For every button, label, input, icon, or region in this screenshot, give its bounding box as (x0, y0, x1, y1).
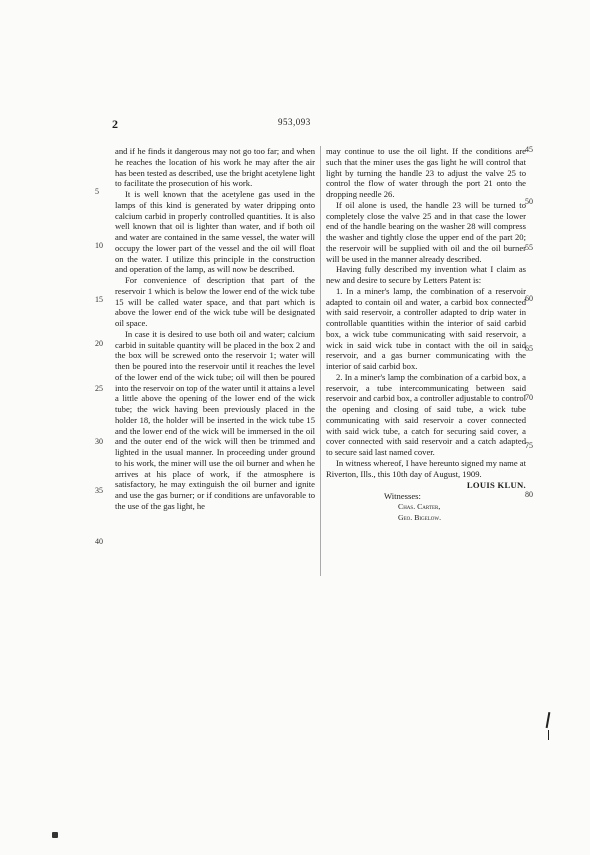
paragraph: In case it is desired to use both oil and water; calcium carbid in suitable quantity will be placed in the box 2 and the box will be screwed onto the reservoir 1; water will then be poured into the reservoir until it reaches the level of the lower end of the wick tube; oil will then be poured into the reservoir on top of the water until it attains a level a little above the opening of the lower end of the wick tube; the wick having been previously placed in the holder 18, the holder will be inserted in the wick tube 15 and the lower end of the wick will be immersed in the oil and the outer end of the wick will then be trimmed and lighted in the usual manner. In proceeding under ground to his work, the miner will use the oil burner and when he arrives at his place of work, if the atmosphere is satisfactory, he may extinguish the oil burner and ignite and use the gas burner; or if conditions are unfavorable to the use of the gas light, he (115, 328, 315, 511)
paragraph: Having fully described my invention what I claim as new and desire to secure by Letters Patent is: (326, 264, 526, 285)
line-number: 65 (525, 344, 533, 353)
paragraph: For convenience of description that part of the reservoir 1 which is below the lower end of the wick tube 15 will be called water space, and that part which is above the lower end of the wick tube will be designated oil space. (115, 275, 315, 328)
line-number: 75 (525, 441, 533, 450)
line-number: 45 (525, 145, 533, 154)
line-number: 55 (525, 243, 533, 252)
left-column (115, 146, 315, 512)
scan-mark (546, 712, 550, 728)
line-number: 60 (525, 294, 533, 303)
line-number: 20 (95, 339, 103, 348)
paragraph: and if he finds it dangerous may not go too far; and when he reaches the location of his work he may after the air has been tested as described, use the bright acetylene light to facilitate the prosecution of his work. (115, 146, 315, 189)
line-number: 10 (95, 241, 103, 250)
line-number: 40 (95, 537, 103, 546)
line-number: 5 (95, 187, 99, 196)
line-number: 80 (525, 490, 533, 499)
witnesses-label: Witnesses: (384, 491, 421, 501)
line-number: 35 (95, 486, 103, 495)
scan-mark (548, 730, 549, 740)
right-column (326, 146, 526, 523)
line-number: 70 (525, 393, 533, 402)
paragraph: 2. In a miner's lamp the combination of a carbid box, a reservoir, a tube intercommunicating between said reservoir and carbid box, a controller adjustable to control the opening and closing of said tube, a wick tube communicating with said reservoir a cover connected with said wick tube, a catch for securing said cover, a cover connected with said reservoir and a catch adapted to secure said last named cover. (326, 371, 526, 457)
page-number: 2 (112, 117, 118, 131)
paragraph: If oil alone is used, the handle 23 will be turned to completely close the valve 25 and in that case the lower end of the handle bearing on the washer 28 will compress the washer and tightly close the upper end of the part 20; the reservoir will be supplied with oil and the oil burner will be used in the manner already described. (326, 199, 526, 264)
line-number: 25 (95, 384, 103, 393)
patent-number: 953,093 (278, 117, 311, 127)
paragraph: It is well known that the acetylene gas used in the lamps of this kind is generated by water dripping onto calcium carbid in properly controlled quantities. It is also well known that oil is lighter than water, and if both oil and water are contained in the same vessel, the water will occupy the lower part of the vessel and the oil will float on the water. I utilize this principle in the construction and operation of the lamp, as will now be described. (115, 189, 315, 275)
signature: LOUIS KLUN. (466, 480, 526, 491)
witness-name: Chas. Carter, (398, 501, 441, 511)
column-divider (320, 146, 321, 576)
paragraph: may continue to use the oil light. If the conditions are such that the miner uses the gas light he will control that light by turning the handle 23 to adjust the valve 25 to control the flow of water through the port 21 onto the dropping needle 26. (326, 146, 526, 199)
line-number: 30 (95, 437, 103, 446)
witness-name: Geo. Bigelow. (398, 512, 442, 522)
scan-mark (52, 832, 58, 838)
line-number: 50 (525, 197, 533, 206)
line-number: 15 (95, 295, 103, 304)
paragraph: 1. In a miner's lamp, the combination of a reservoir adapted to contain oil and water, a carbid box connected with said reservoir, a controller adapted to drip water in controllable quantities within the interior of said carbid box, a wick tube communicating with said reservoir, a wick in said wick tube in contact with the oil in said reservoir, and a gas burner communicating with the interior of said carbid box. (326, 285, 526, 371)
paragraph: In witness whereof, I have hereunto signed my name at Riverton, Ills., this 10th day of August, 1909. (326, 457, 526, 479)
